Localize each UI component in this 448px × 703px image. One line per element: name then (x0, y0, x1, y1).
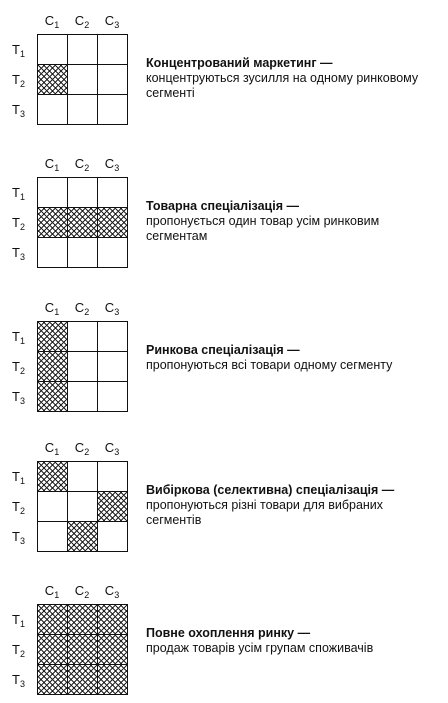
strategy-description (146, 483, 441, 528)
matrix-cell-empty (98, 65, 128, 95)
matrix-cell-empty (38, 492, 68, 522)
strategy-text-line: пропонуються всі товари одному сегменту (146, 358, 393, 372)
matrix-cell-hatched (38, 665, 68, 695)
strategy-block (0, 157, 448, 272)
row-label: $T_1$ (12, 612, 25, 629)
row-label: $T_1$ (12, 185, 25, 202)
row-label: $T_2$ (12, 72, 25, 89)
strategy-text-line: продаж товарів усім групам споживачів (146, 641, 374, 655)
row-label: $T_3$ (12, 529, 25, 546)
strategy-text-line: пропонуються різні товари для вибраних (146, 498, 384, 512)
matrix-cell-hatched (98, 208, 128, 238)
matrix-grid (37, 604, 128, 695)
matrix-cell-empty (98, 178, 128, 208)
strategy-description (146, 343, 441, 373)
matrix-cell-hatched (98, 492, 128, 522)
matrix-cell-empty (98, 352, 128, 382)
matrix-cell-empty (68, 35, 98, 65)
matrix-cell-hatched (98, 635, 128, 665)
strategy-block (0, 14, 448, 129)
strategy-block (0, 301, 448, 416)
matrix-cell-empty (98, 382, 128, 412)
column-label: $C_1$ (44, 300, 60, 317)
row-label: $T_3$ (12, 245, 25, 262)
matrix-cell-hatched (38, 352, 68, 382)
matrix-cell-hatched (68, 665, 98, 695)
row-label: $T_3$ (12, 672, 25, 689)
matrix-cell-empty (98, 322, 128, 352)
column-label: $C_2$ (74, 583, 90, 600)
matrix-cell-empty (68, 178, 98, 208)
matrix-cell-empty (68, 382, 98, 412)
matrix-cell-empty (68, 65, 98, 95)
row-label: $T_2$ (12, 215, 25, 232)
matrix-cell-hatched (68, 208, 98, 238)
matrix-cell-hatched (38, 462, 68, 492)
row-label: $T_2$ (12, 359, 25, 376)
matrix-cell-empty (38, 238, 68, 268)
matrix-cell-hatched (68, 522, 98, 552)
matrix-cell-hatched (38, 322, 68, 352)
column-label: $C_2$ (74, 13, 90, 30)
matrix-cell-empty (98, 238, 128, 268)
matrix-cell-hatched (68, 635, 98, 665)
column-label: $C_2$ (74, 300, 90, 317)
matrix-cell-empty (68, 95, 98, 125)
matrix-cell-empty (68, 238, 98, 268)
row-label: $T_3$ (12, 389, 25, 406)
column-label: $C_1$ (44, 156, 60, 173)
row-label: $T_1$ (12, 469, 25, 486)
strategy-description (146, 626, 441, 656)
column-label: $C_2$ (74, 156, 90, 173)
column-label: $C_3$ (104, 583, 120, 600)
matrix-grid (37, 321, 128, 412)
matrix-cell-hatched (38, 65, 68, 95)
matrix-grid (37, 177, 128, 268)
column-label: $C_3$ (104, 440, 120, 457)
matrix-grid (37, 461, 128, 552)
matrix-grid (37, 34, 128, 125)
strategy-text-line: сегменті (146, 86, 195, 100)
strategy-title: Повне охоплення ринку — (146, 626, 311, 640)
strategy-title: Вибіркова (селективна) спеціалізація — (146, 483, 395, 497)
matrix-cell-empty (98, 522, 128, 552)
matrix-cell-empty (68, 352, 98, 382)
matrix-cell-empty (98, 462, 128, 492)
matrix-cell-empty (68, 492, 98, 522)
matrix-cell-empty (38, 95, 68, 125)
column-label: $C_1$ (44, 583, 60, 600)
matrix-cell-empty (38, 178, 68, 208)
row-label: $T_2$ (12, 642, 25, 659)
column-label: $C_3$ (104, 300, 120, 317)
matrix-cell-empty (98, 95, 128, 125)
strategy-title: Ринкова спеціалізація — (146, 343, 300, 357)
matrix-cell-hatched (38, 605, 68, 635)
strategy-text-line: концентруються зусилля на одному ринковому (146, 71, 419, 85)
strategy-description (146, 199, 441, 244)
column-label: $C_1$ (44, 13, 60, 30)
matrix-cell-empty (38, 522, 68, 552)
column-label: $C_2$ (74, 440, 90, 457)
matrix-cell-hatched (98, 605, 128, 635)
row-label: $T_3$ (12, 102, 25, 119)
matrix-cell-empty (38, 35, 68, 65)
column-label: $C_3$ (104, 13, 120, 30)
matrix-cell-hatched (98, 665, 128, 695)
strategy-text-line: пропонується один товар усім ринковим (146, 214, 380, 228)
row-label: $T_2$ (12, 499, 25, 516)
strategy-block (0, 584, 448, 699)
row-label: $T_1$ (12, 329, 25, 346)
matrix-cell-hatched (38, 382, 68, 412)
matrix-cell-empty (68, 322, 98, 352)
column-label: $C_1$ (44, 440, 60, 457)
row-label: $T_1$ (12, 42, 25, 59)
strategy-description (146, 56, 441, 101)
matrix-cell-hatched (38, 208, 68, 238)
column-label: $C_3$ (104, 156, 120, 173)
matrix-cell-hatched (38, 635, 68, 665)
strategy-text-line: сегментів (146, 513, 202, 527)
strategy-text-line: сегментам (146, 229, 208, 243)
matrix-cell-hatched (68, 605, 98, 635)
matrix-cell-empty (68, 462, 98, 492)
strategy-title: Товарна спеціалізація — (146, 199, 299, 213)
strategy-title: Концентрований маркетинг — (146, 56, 333, 70)
matrix-cell-empty (98, 35, 128, 65)
strategy-block (0, 441, 448, 556)
